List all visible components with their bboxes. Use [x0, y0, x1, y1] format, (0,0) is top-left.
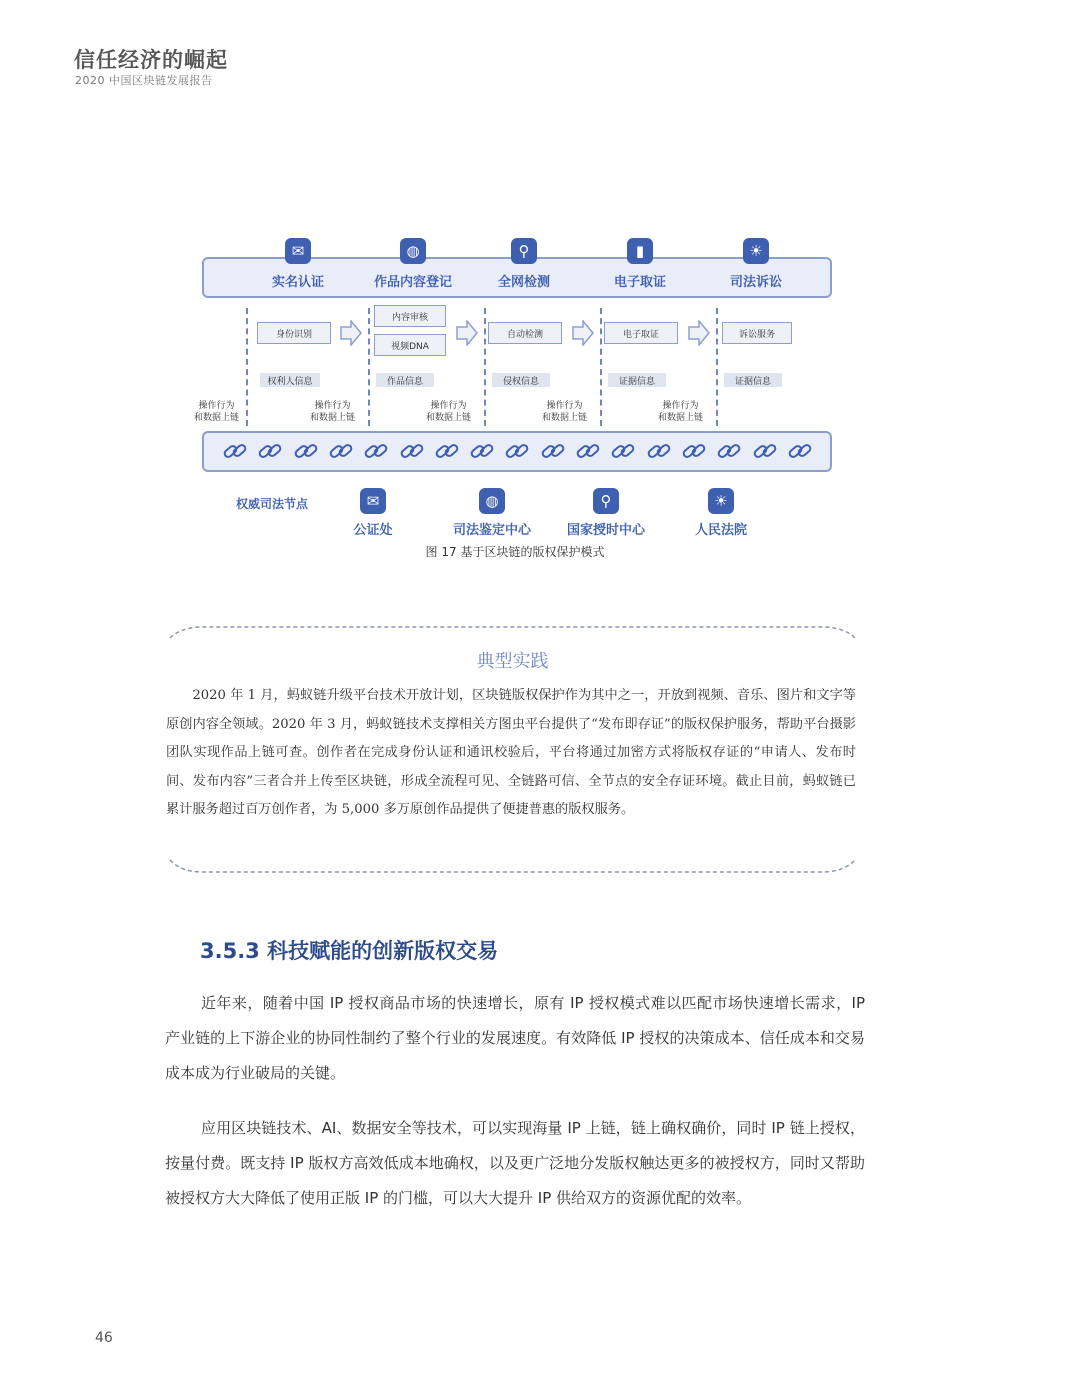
globe-icon: ◍: [479, 488, 505, 514]
process-box: 身份识别: [257, 322, 331, 344]
stage-label: 作品内容登记: [373, 275, 452, 290]
node-notary-office: [318, 488, 428, 538]
practice-title: 典型实践: [476, 651, 549, 672]
chain-link-icon: [363, 441, 389, 461]
report-title: 信任经济的崛起: [74, 48, 228, 72]
node-label: 公证处: [353, 523, 393, 538]
process-box: 自动检测: [488, 322, 562, 344]
pin-icon: ⚲: [511, 238, 537, 264]
chain-link-icon: [293, 441, 319, 461]
divider-line: [484, 308, 486, 426]
pin-icon: ⚲: [593, 488, 619, 514]
blockchain-band: [202, 431, 832, 472]
node-label: 人民法院: [694, 523, 747, 538]
chain-link-icon: [716, 441, 742, 461]
divider-line: [716, 308, 718, 426]
lightbulb-icon: ☀: [743, 238, 769, 264]
node-time-service: [551, 488, 661, 538]
operation-note: 操作行为 和数据上链: [310, 401, 356, 423]
info-label: 作品信息: [376, 373, 434, 387]
envelope-icon: ✉: [360, 488, 386, 514]
process-box: 内容审核: [374, 305, 446, 327]
chain-link-icon: [540, 441, 566, 461]
arrow-right-icon: [340, 320, 362, 346]
stage-evidence-collection: [580, 238, 700, 290]
stage-content-registration: [353, 238, 473, 290]
arrow-right-icon: [572, 320, 594, 346]
node-label: 国家授时中心: [566, 523, 645, 538]
chain-link-icon: [434, 441, 460, 461]
globe-icon: ◍: [400, 238, 426, 264]
node-label: 司法鉴定中心: [452, 523, 531, 538]
stage-label: 司法诉讼: [729, 275, 782, 290]
typical-practice-box: [160, 620, 865, 882]
section-paragraph: 近年来，随着中国 IP 授权商品市场的快速增长，原有 IP 授权模式难以匹配市场快速增长需求，IP 产业链的上下游企业的协同性制约了整个行业的发展速度。有效降低 IP 授权的决策成本、信任成本和交易成本成为行业破局的关键。: [165, 994, 865, 1082]
operation-note: 操作行为 和数据上链: [658, 401, 704, 423]
chain-link-icon: [257, 441, 283, 461]
practice-body: 2020 年 1 月，蚂蚁链升级平台技术开放计划，区块链版权保护作为其中之一，开放到视频、音乐、图片和文字等原创内容全领域。2020 年 3 月，蚂蚁链技术支撑相关方图虫平台提供了“发布即存证”的版权保护服务，帮助平台摄影团队实现作品上链可查。创作者在完成身份认证和通讯校验后，平台将通过加密方式将版权存证的“申请人、发布时间、发布内容”三者合并上传至区块链，形成全流程可见、全链路可信、全节点的安全存证环境。截止目前，蚂蚁链已累计服务超过百万创作者，为 5,000 多万原创作品提供了便捷普惠的版权服务。: [166, 688, 856, 817]
stage-label: 全网检测: [497, 275, 550, 290]
chain-link-icon: [646, 441, 672, 461]
bar-chart-icon: ▮: [627, 238, 653, 264]
copyright-protection-diagram: [190, 238, 840, 568]
section-paragraph: 应用区块链技术、AI、数据安全等技术，可以实现海量 IP 上链，链上确权确价，同时 IP 链上授权，按量付费。既支持 IP 版权方高效低成本地确权，以及更广泛地分发版权触达更多的被授权方，同时又帮助被授权方大大降低了使用正版 IP 的门槛，可以大大提升 IP 供给双方的资源优配的效率。: [165, 1119, 865, 1207]
chain-link-icon: [681, 441, 707, 461]
divider-line: [368, 308, 370, 426]
report-subtitle: 2020 中国区块链发展报告: [75, 74, 213, 87]
chain-link-icon: [610, 441, 636, 461]
stage-real-name-auth: [238, 238, 358, 290]
node-court: [666, 488, 776, 538]
operation-note: 操作行为 和数据上链: [542, 401, 588, 423]
stage-label: 电子取证: [613, 275, 666, 290]
node-judicial-appraisal: [437, 488, 547, 538]
stage-network-detection: [464, 238, 584, 290]
process-box: 电子取证: [604, 322, 678, 344]
process-box: 诉讼服务: [722, 322, 792, 344]
chain-link-icon: [752, 441, 778, 461]
chain-link-icon: [575, 441, 601, 461]
process-box: 视频DNA: [374, 334, 446, 356]
lightbulb-icon: ☀: [708, 488, 734, 514]
envelope-icon: ✉: [285, 238, 311, 264]
divider-line: [600, 308, 602, 426]
chain-link-icon: [787, 441, 813, 461]
info-label: 证据信息: [608, 373, 666, 387]
chain-link-icon: [504, 441, 530, 461]
arrow-right-icon: [688, 320, 710, 346]
figure-caption: 图 17 基于区块链的版权保护模式: [425, 545, 605, 559]
stage-label: 实名认证: [271, 275, 324, 290]
chain-link-icon: [399, 441, 425, 461]
operation-note: 操作行为 和数据上链: [426, 401, 472, 423]
arrow-right-icon: [456, 320, 478, 346]
info-label: 证据信息: [724, 373, 782, 387]
page-number: 46: [95, 1330, 113, 1346]
chain-link-icon: [222, 441, 248, 461]
chain-link-icon: [469, 441, 495, 461]
chain-link-icon: [328, 441, 354, 461]
section-heading: 3.5.3 科技赋能的创新版权交易: [200, 939, 499, 963]
info-label: 权利人信息: [260, 373, 320, 387]
divider-line: [246, 308, 248, 426]
info-label: 侵权信息: [492, 373, 550, 387]
operation-note: 操作行为 和数据上链: [194, 401, 240, 423]
stage-litigation: [696, 238, 816, 290]
authority-label: 权威司法节点: [236, 497, 309, 511]
